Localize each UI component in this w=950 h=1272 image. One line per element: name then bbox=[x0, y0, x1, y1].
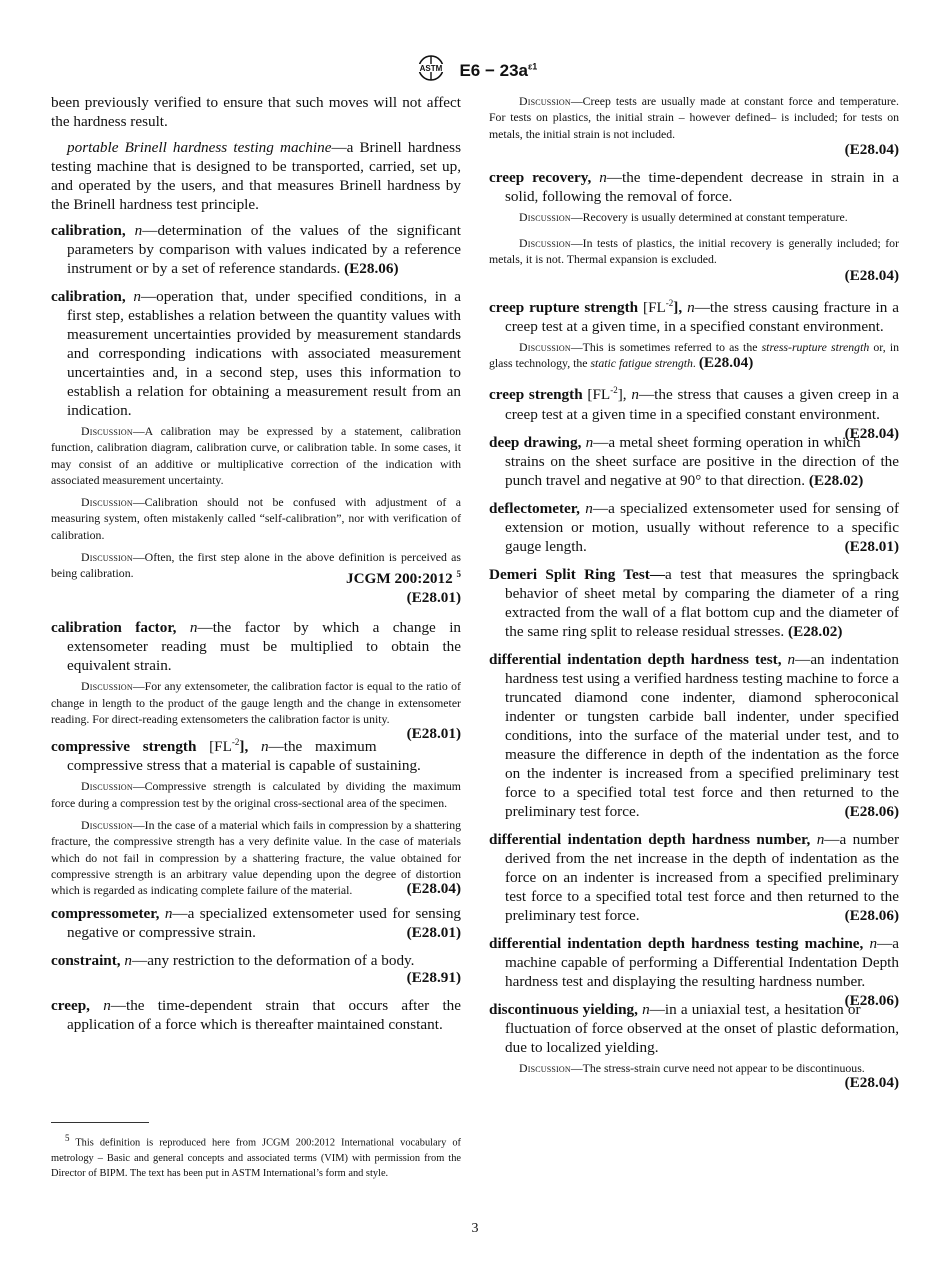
calibration-definition-1: calibration, n—determination of the values of the significant parameters by comparison with values indicated by a reference instrument or by a set of reference standards. (E28.06) bbox=[51, 222, 461, 277]
reference-citation: JCGM 200:2012 $^5$ bbox=[345, 569, 461, 588]
compressometer-definition: compressometer, n—a specialized extensometer used for sensing negative or compressive strain. (E28.01) bbox=[51, 905, 462, 942]
svg-text:ASTM: ASTM bbox=[419, 64, 443, 73]
compressive-strength-definition: compressive strength $[FL^{-2}]$, n—the maximum compressive stress that a material is capable of sustaining. bbox=[51, 737, 421, 775]
discussion-note: Discussion—Compressive strength is calculated by dividing the maximum force during a compression test by the original cross-sectional area of the specimen. bbox=[51, 779, 461, 810]
deep-drawing-definition: deep drawing, n—a metal sheet forming operation in which strains on the sheet surface are positive in the direction of the punch travel and negative at 90° to that direction. (E28.02) bbox=[489, 433, 899, 489]
discussion-note: Discussion—In tests of plastics, the initial recovery is generally included; for metals, it is not. Thermal expansion is excluded. bbox=[489, 236, 899, 267]
continued-paragraph: been previously verified to ensure that such moves will not affect the hardness result. bbox=[51, 94, 461, 130]
discussion-note: Discussion—For any extensometer, the calibration factor is equal to the ratio of change in length to the product of the gauge length and the change in extensometer reading. For direct-reading extensometers the calibration factor is unity. (E28.01) bbox=[51, 679, 461, 743]
discussion-note: Discussion—Often, the first step alone in the above definition is perceived as being calibration. JCGM 200:2012 $^5$ bbox=[51, 550, 461, 588]
differential-indentation-depth-hardness-testing-machine-definition: differential indentation depth hardness testing machine, n—a machine capable of performing a Differential Indentation Depth hardness test and displaying the resulting hardness number. (E28.06) bbox=[489, 934, 900, 1009]
differential-indentation-depth-hardness-number-definition: differential indentation depth hardness number, n—a number derived from the net increase in the depth of indentation as the force on an indenter is increased from a specified preliminary test force to a specified total test force and then returned to the preliminary test force. (E28.06) bbox=[489, 830, 899, 924]
discussion-note: Discussion—A calibration may be expressed by a statement, calibration function, calibration diagram, calibration curve, or calibration table. In some cases, it may consist of an additive or multiplicative correction of the indication with associated measurement uncertainty. bbox=[51, 424, 461, 487]
calibration-factor-definition: calibration factor, n—the factor by which a change in extensometer reading must be multiplied to obtain the equivalent strain. bbox=[51, 619, 462, 675]
constraint-definition: constraint, n—any restriction to the deformation of a body. bbox=[51, 952, 415, 970]
discussion-note: Discussion—This is sometimes referred to as the stress-rupture strength or, in glass technology, the static fatigue strength. (E28.04) bbox=[489, 339, 899, 372]
committee-code: (E28.01) bbox=[406, 589, 461, 607]
committee-code: (E28.91) bbox=[406, 969, 461, 987]
astm-logo-icon bbox=[413, 54, 449, 87]
demeri-split-ring-test-definition: Demeri Split Ring Test—a test that measures the springback behavior of sheet metal by comparing the diameter of a ring extracted from the wall of a flat bottom cup and the diameter of the same ring split to release residual stresses. (E28.02) bbox=[489, 565, 899, 640]
footnote-rule bbox=[51, 1122, 149, 1123]
discussion-note: Discussion—Creep tests are usually made at constant force and temperature. For tests on plastics, the initial strain – however defined– is included; for tests on metals, the initial strain is not included. bbox=[489, 94, 899, 141]
creep-recovery-definition: creep recovery, n—the time-dependent decrease in strain in a solid, following the removal of force. bbox=[489, 168, 899, 205]
discussion-note: Discussion—In the case of a material which fails in compression by a shattering fracture, the compressive strength has a very definite value. In the case of materials which do not fail in compression by a shattering fracture, the value obtained for compressive strength is an arbitrary value depending upon the degree of distortion which is regarded as indicating complete failure of the material. (E28.04) bbox=[51, 817, 461, 898]
differential-indentation-depth-hardness-test-definition: differential indentation depth hardness test, n—an indentation hardness test using a verified hardness testing machine to force a truncated diamond cone indenter, diamond spheroconical indenter or tungsten carbide ball indenter, under specified conditions, into the surface of the material under test, and to measure the difference in depth of the indentation as the force on the indenter is increased from a specified preliminary test force to a specified total test force and then returned to the preliminary test force. (E28.06) bbox=[489, 650, 899, 820]
left-column bbox=[51, 93, 461, 1043]
portable-brinell-definition: portable Brinell hardness testing machine—a Brinell hardness testing machine that is designed to be transported, carried, set up, and operated by the users, and that measures Brinell hardness by the Brinell hardness test principle. bbox=[51, 139, 461, 213]
discussion-note: Discussion—The stress-strain curve need not appear to be discontinuous. (E28.04) bbox=[519, 1060, 899, 1091]
creep-definition: creep, n—the time-dependent strain that occurs after the application of a force which is thereafter maintained constant. bbox=[51, 997, 461, 1034]
footnote: $^5$ This definition is reproduced here from JCGM 200:2012 International vocabulary of metrology – Basic and general concepts and associated terms (VIM) with permission from the Director of BIPM. The text has been put in ASTM International’s form and style. bbox=[51, 1133, 461, 1180]
creep-strength-definition: creep strength $[FL^{-2}]$, n—the stress that causes a given creep in a creep test at a given time in a specified constant environment. (E28.04) bbox=[489, 385, 899, 442]
calibration-definition-2: calibration, n—operation that, under specified conditions, in a first step, establishes a relation between the quantity values with measurement uncertainties provided by measurement standards and corresponding indications with associated measurement uncertainties and, in a second step, uses this information to establish a relation for obtaining a measurement result from an indication. bbox=[51, 288, 461, 419]
right-column bbox=[489, 93, 899, 1092]
standard-designation: $E6 - 23a^{\varepsilon 1}$ bbox=[459, 60, 538, 80]
deflectometer-definition: deflectometer, n—a specialized extensometer used for sensing of extension or motion, usually without reference to a specific gauge length. (E28.01) bbox=[489, 499, 900, 555]
page-number: 3 bbox=[471, 1221, 479, 1236]
committee-code: (E28.04) bbox=[844, 266, 899, 284]
committee-code: (E28.04) bbox=[844, 140, 899, 158]
creep-rupture-strength-definition: creep rupture strength $[FL^{-2}]$, n—the stress causing fracture in a creep test at a given time, in a specified constant environment. bbox=[489, 297, 900, 335]
discussion-note: Discussion—Recovery is usually determined at constant temperature. bbox=[519, 209, 848, 224]
discontinuous-yielding-definition: discontinuous yielding, n—in a uniaxial test, a hesitation or fluctuation of force observed at the onset of plastic deformation, due to localized yielding. bbox=[489, 1000, 899, 1056]
discussion-note: Discussion—Calibration should not be confused with adjustment of a measuring system, often mistakenly called “self-calibration”, nor with verification of calibration. bbox=[51, 495, 461, 542]
page-header bbox=[0, 54, 950, 87]
